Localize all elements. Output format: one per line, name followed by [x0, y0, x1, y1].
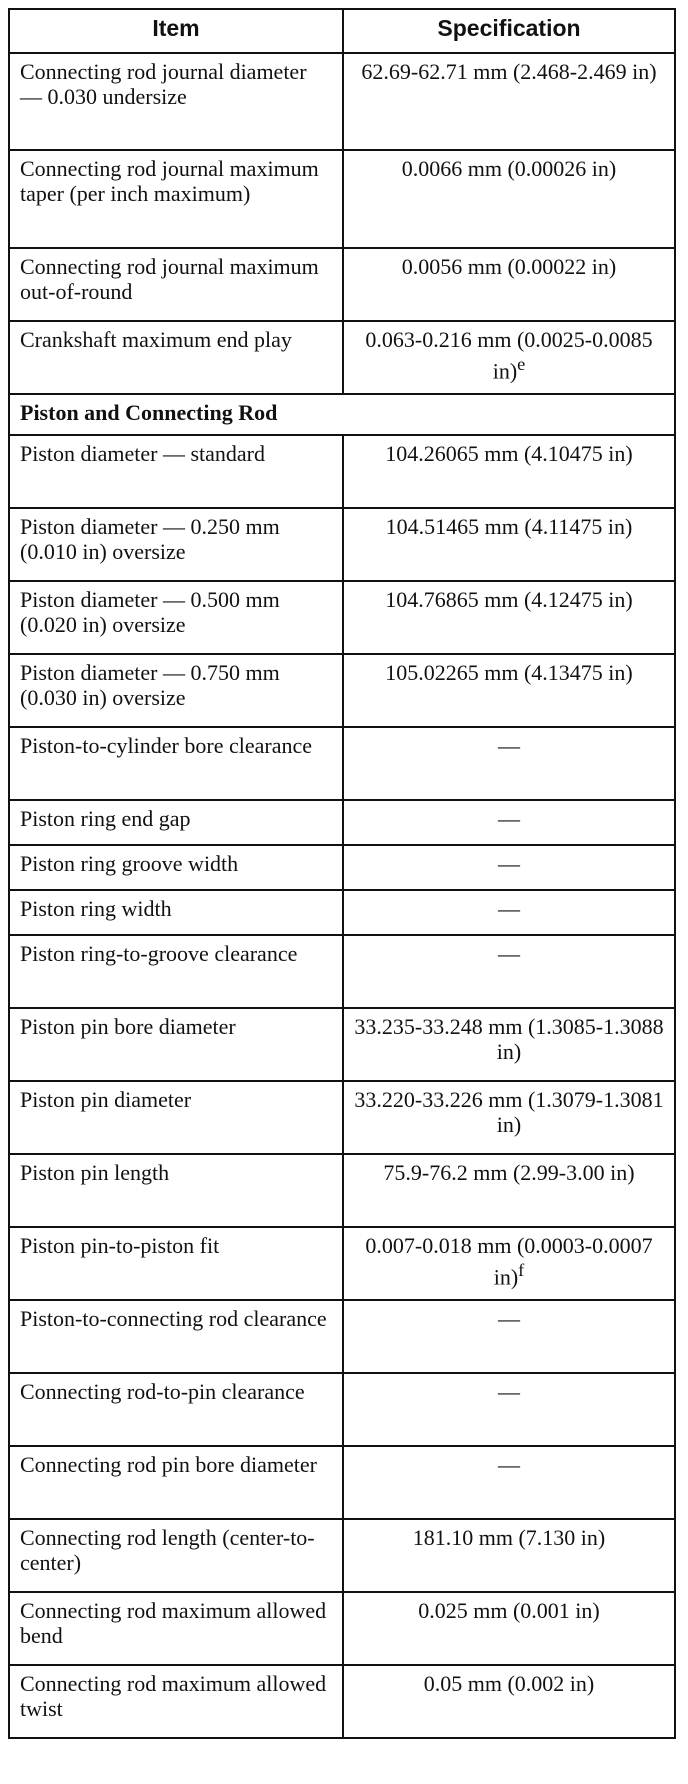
- spec-cell: 33.220-33.226 mm (1.3079-1.3081 in): [343, 1081, 675, 1154]
- spec-cell: —: [343, 727, 675, 800]
- item-cell: Connecting rod maximum allowed twist: [9, 1665, 343, 1738]
- table-row: [9, 581, 675, 654]
- item-cell: Piston ring end gap: [9, 800, 343, 845]
- spec-cell: 181.10 mm (7.130 in): [343, 1519, 675, 1592]
- spec-cell: —: [343, 845, 675, 890]
- item-cell: Connecting rod journal maximum taper (per inch maximum): [9, 150, 343, 248]
- table-row: [9, 321, 675, 394]
- footnote-marker: e: [517, 354, 526, 374]
- table-row: [9, 1373, 675, 1446]
- column-header-item: Item: [9, 9, 343, 53]
- table-row: [9, 1519, 675, 1592]
- table-row: [9, 654, 675, 727]
- spec-text: 0.007-0.018 mm (0.0003-0.0007 in): [365, 1233, 653, 1290]
- spec-cell: 104.26065 mm (4.10475 in): [343, 435, 675, 508]
- spec-text: 0.063-0.216 mm (0.0025-0.0085 in): [365, 327, 653, 384]
- table-row: [9, 150, 675, 248]
- table-row: [9, 1154, 675, 1227]
- spec-cell: —: [343, 1300, 675, 1373]
- table-row: [9, 1008, 675, 1081]
- spec-cell: 62.69-62.71 mm (2.468-2.469 in): [343, 53, 675, 150]
- spec-cell: [343, 1227, 675, 1300]
- table-row: [9, 845, 675, 890]
- item-cell: Piston-to-connecting rod clearance: [9, 1300, 343, 1373]
- table-row: [9, 1081, 675, 1154]
- table-row: [9, 800, 675, 845]
- item-cell: Connecting rod journal diameter — 0.030 undersize: [9, 53, 343, 150]
- spec-cell: 33.235-33.248 mm (1.3085-1.3088 in): [343, 1008, 675, 1081]
- spec-cell: —: [343, 1373, 675, 1446]
- table-row: [9, 53, 675, 150]
- spec-cell: 0.0056 mm (0.00022 in): [343, 248, 675, 321]
- item-cell: Piston ring groove width: [9, 845, 343, 890]
- table-row: [9, 435, 675, 508]
- table-row: [9, 935, 675, 1008]
- item-cell: Connecting rod journal maximum out-of-round: [9, 248, 343, 321]
- specification-table: [8, 8, 676, 1739]
- item-cell: Connecting rod-to-pin clearance: [9, 1373, 343, 1446]
- table-row: [9, 890, 675, 935]
- item-cell: Piston diameter — standard: [9, 435, 343, 508]
- spec-cell: —: [343, 800, 675, 845]
- section-header-row: [9, 394, 675, 435]
- footnote-marker: f: [518, 1260, 525, 1280]
- spec-cell: 0.025 mm (0.001 in): [343, 1592, 675, 1665]
- item-cell: Piston diameter — 0.250 mm (0.010 in) oversize: [9, 508, 343, 581]
- item-cell: Piston pin diameter: [9, 1081, 343, 1154]
- spec-cell: [343, 321, 675, 394]
- table-row: [9, 1227, 675, 1300]
- table-row: [9, 248, 675, 321]
- table-row: [9, 727, 675, 800]
- item-cell: Piston pin-to-piston fit: [9, 1227, 343, 1300]
- item-cell: Connecting rod pin bore diameter: [9, 1446, 343, 1519]
- item-cell: Piston pin length: [9, 1154, 343, 1227]
- section-title: Piston and Connecting Rod: [9, 394, 675, 435]
- item-cell: Piston diameter — 0.750 mm (0.030 in) oversize: [9, 654, 343, 727]
- item-cell: Piston diameter — 0.500 mm (0.020 in) oversize: [9, 581, 343, 654]
- spec-cell: 105.02265 mm (4.13475 in): [343, 654, 675, 727]
- spec-cell: 0.0066 mm (0.00026 in): [343, 150, 675, 248]
- column-header-specification: Specification: [343, 9, 675, 53]
- spec-cell: —: [343, 1446, 675, 1519]
- table-row: [9, 1300, 675, 1373]
- item-cell: Crankshaft maximum end play: [9, 321, 343, 394]
- item-cell: Piston ring width: [9, 890, 343, 935]
- item-cell: Piston-to-cylinder bore clearance: [9, 727, 343, 800]
- item-cell: Piston ring-to-groove clearance: [9, 935, 343, 1008]
- spec-cell: 75.9-76.2 mm (2.99-3.00 in): [343, 1154, 675, 1227]
- spec-cell: 0.05 mm (0.002 in): [343, 1665, 675, 1738]
- table-row: [9, 508, 675, 581]
- spec-cell: —: [343, 935, 675, 1008]
- item-cell: Connecting rod maximum allowed bend: [9, 1592, 343, 1665]
- item-cell: Piston pin bore diameter: [9, 1008, 343, 1081]
- table-row: [9, 1446, 675, 1519]
- table-header-row: [9, 9, 675, 53]
- item-cell: Connecting rod length (center-to-center): [9, 1519, 343, 1592]
- spec-cell: —: [343, 890, 675, 935]
- table-row: [9, 1592, 675, 1665]
- spec-cell: 104.51465 mm (4.11475 in): [343, 508, 675, 581]
- spec-cell: 104.76865 mm (4.12475 in): [343, 581, 675, 654]
- table-row: [9, 1665, 675, 1738]
